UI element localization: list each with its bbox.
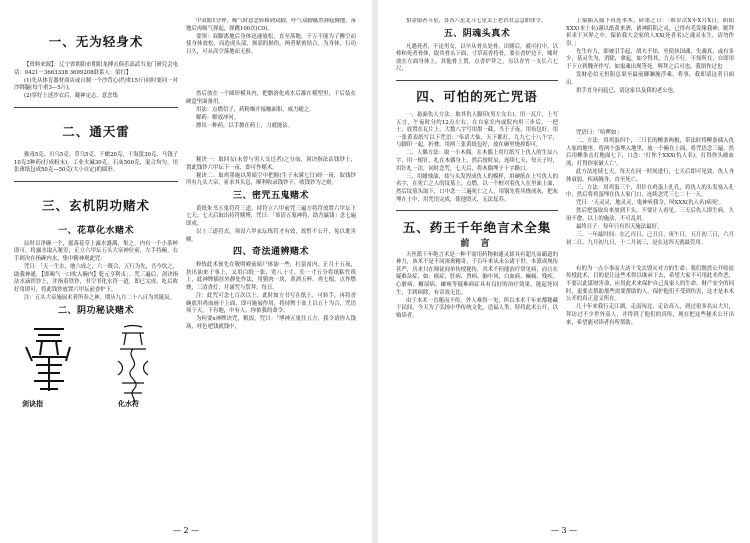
paragraph: 咒语曰：「哈啰如」 <box>576 129 622 136</box>
paragraph: 三、用蜡烛油，盐与头发捏成仇人的模样，用硬纸在上写仇人的名字，在死亡之人的坟墓上，点燃，以一个框对着仇人在里面上面，然后坟墓头取下，口中念一三遍死亡之人，用锅先将其烧成灰，把灰埋在土中，用咒语完成，使他毁灭，无法复苏。 <box>396 173 558 203</box>
paragraph: 辰时以净碗一个，摇落花草上露水盛满，集之，内有一个小茶杯即可，将露水取入秘室，正立六甲坛五头大帝神位前，左手持碗，右手则决在指碗内水，集中精神观此咒： <box>14 240 178 262</box>
paragraph: 上端插入插下真连本木，砖墨之日：「维岁次X年X月X日，阴阳XXX(本士名)谨以纸黄来酒，诸神阴阳之灵，已得有毛发缘我神，跪拜祈求于冥界之中，保佑我大会家的人XX(死者名)之魂灵永生，请勿作祟。」 <box>566 18 734 47</box>
paragraph: 要领：双脚离地后身体迅速放松，直至落地，千万不能为了腾空而使身体放松，而造成头部，颈部的损伤。两者紧密结合，为身体，行功日久，可从高空落地而无损。 <box>186 33 356 55</box>
section-title: 三、玄机阴功赌术 <box>41 197 150 213</box>
paragraph: 二、方法：用鸡蛋四个，三只长的柳条两根，带法时将柳条插入仇人家的地里，将两个蛋埋入地里，放一个碗在上面，将咒语念三遍，然后用柳条击打地面七下，口念：'打你个XXX(仇人名)，打得你头破血流，打得你家破人亡'。 <box>566 138 734 167</box>
paragraph: 以上三道符式，须设六甲玄坛炼符才有效，故暂不公开，免以讹害赌。 <box>186 229 356 243</box>
page-number: — 2 — <box>172 526 200 535</box>
paragraph: 最终日子：每年只有四天施法最好。 <box>576 224 663 231</box>
paragraph: 二、人偶方法：取一小木偶，在木偶上用红纸写上仇人的生辰八字，用一根针，扎在木偶身上，然后按时辰，连续七天，每天子时，用针扎一次，同时念咒，七天后，将木偶埋于十字路口。 <box>396 150 558 172</box>
right-column-2 <box>566 18 734 328</box>
paragraph: 解药：解放冲河。 <box>196 114 240 121</box>
paragraph: 三、一年最时间：在乙丙日、己丑日、庚午日，五月初三日，六月初二日、九月初九日，十二月初三，是在这四天就最管用。 <box>566 232 734 246</box>
paragraph: 先生有力，即被引手起，胡夫不知，至使执国魂，失魂真，或有多少，基灵失为，消除，拿起，如令得其，力点不行。不知所在，自即用于下立到魏齐作写。如鬼魂出现等死，辉拜之后可也，我朋作过也 <box>566 48 734 71</box>
paragraph: 秘诀二：取鸡墨施以黑暗空中把握(生子未满七日)经一夜，取钱钞所有九头大帝，祈求其头息，顺利收录钱钞下，收钱钞为之则。 <box>186 172 356 187</box>
paragraph: 拱手直身问起已，请这家以及我的老公也。 <box>576 87 679 94</box>
paragraph: 怕金银者斗星，各各六星北斗七星太上老君君急急如律令。 <box>406 18 547 24</box>
subsection-title: 五、阴魂头真术 <box>443 28 511 39</box>
paragraph: 为何要x神牌诀咒，粮饭，咒曰：「博神五鬼住五方，我令请你入钱场，呼色吧钱就钱中， <box>186 316 356 331</box>
paragraph: 此方法连续七天，每天在同一时间进行，七天后即可见效。仇人身体衰弱，疾病缠身，直至死亡。 <box>566 168 734 183</box>
paragraph: 一、悬面仇人方法：取其仇人脚印(男左女右)，用一瓦片，上写五言，午夜时分约12点左右，在自家室内或院内用三步后，一把土，放置在瓦片上，大数八字写用墨一截，当于子夜，用布包好，用一张黄表纸写以下咒语：'奉请大仙，天下都打，九九七十八个字，与脚印一起，折叠，用两三张黄纸包好，放在碗里烧掉即可。 <box>396 111 558 149</box>
paragraph: 三、方法：用鸡蛋三个，用针在鸡蛋上扎孔，将仇人的头发塞入孔中，然后将鸡蛋埋在仇人家门口，连续念咒三七二十一天。 <box>566 184 734 199</box>
paragraph: 擦出一种药，以手擦在药上，刀就能沾。 <box>196 122 294 129</box>
paragraph: (2)穿好上述沙衣后，凝神定志，意念集 <box>24 93 118 100</box>
paragraph: 凡遇死者，不论男女，以早从骨头处骨，出赌后，就可打中，以棒和死者骨体，取其骨头下面，寸草高香将骨，要在香炉边下，赌时放在左面身体上，其他骨上置，点香炉拜之，另以青竹一支长六七尺， <box>396 43 558 73</box>
paragraph: 发财必信无恒阳总果至最前御澜施浮乘，将事，我即请这者日面出。 <box>566 72 734 86</box>
divider <box>396 80 558 81</box>
paragraph: 猴毒5克、川乌5克、草乌5克、干蟾20克、干海蜇30克、马钱子10克3种药(打成粉末)。工业火碱30克，石灰500克，混合均匀，用张薄纸包成50克—50克(大小自定)的圆形。 <box>14 151 178 174</box>
paragraph: 由于本术一直秘而不传，外人难得一见，所以本术千年来都秘藏于民间，今天为了弘扬中华传统文化，造福人类，特将此术公开，以飨读者。 <box>396 297 558 319</box>
paragraph: 然后把蛋取出来放到下头，不要让人看见，三天后仇人即生病，久治不愈。以上的施法，不可乱用。 <box>566 208 734 222</box>
paragraph: 天医派千年绝言术是一种不需用药物和通灵却具有超凡而霸道的神力，该术不是不同深奥精奇，千百年来从未公诸于世。本派成规传甚严，历来只在师徒间单传授秘传，其术不但能治疗常见病，而且在疑难杂症，如：癌症、肝病、肾病、脑中风、白血病、癫痫、残疾、心脏病、糖尿病、瘫痪等疑难病症具有良好的治疗效果，能起死回生，手到病除，有奇效无比。 <box>396 251 558 296</box>
paragraph: 咒曰：'天灵灵，地灵灵，鬼神听我令，叫XXX(仇人名)病死'。 <box>576 200 725 207</box>
paragraph: 用法：点燃信子，药粉爆开接触面积，威力随之。 <box>196 106 315 113</box>
talisman-figures <box>14 321 178 417</box>
section-title: 五、药王千年绝言术全集 <box>402 220 552 236</box>
paragraph: 注：此咒可念七百次以上，此时如方书写在纸上，可转手，再将香碗底用鸡血画于上面，即可施展作用，将持牌于盆上以五十为合，咒语须于天，下有地，中有人，你依我的命令。 <box>186 293 356 315</box>
paragraph: 【资料来源】：辽宁省朝阳市朝阳龙搏击俱乐部武当龙门研究会电话：0421－3663338 3699208联系人：梁红】 <box>14 62 178 76</box>
paragraph: 然后放在一个圆形模具内，把腊溶化成水后灌在模型里，干后装在硬盒里面备用。 <box>186 90 356 105</box>
paragraph: 咒日：「天一生水，地六成之，六一既合，五行为先，吾今饮之，助我神通，【即喝气一口吹入碗内】乾元亨利贞」。咒三遍后，剑诀指法水滴铁钞上，并指着铁钞，书空书化水符一道，即已完成，吃后收好用即可，将此钱钞放置六甲坛前香炉下。 <box>14 264 178 293</box>
right-page <box>378 0 750 543</box>
divider <box>14 181 178 182</box>
hand-seal-glyph <box>26 329 70 391</box>
subsection-title: 一、花草化水赌术 <box>57 225 134 236</box>
paragraph: (1)先从体育器材商店或自制一个沙背心(约重15斤)同时要同一对沙绑腿(每个重3—5斤)。 <box>14 77 178 92</box>
water-talisman-glyph <box>118 325 148 405</box>
section-title: 四、可怕的死亡咒语 <box>416 88 538 104</box>
paragraph: 黄纸朱书五鬼符符三道，持符立六甲前咒三遍方将符放置六甲坛下七天；七天后取出持符赌博，咒曰：「恭请五鬼神将，助吾赢钱」念七遍即成。 <box>186 205 356 227</box>
paragraph: 修炼此术预先在敬明殿前暗尸体油一些，打蛮卤内，正月十五夜，扶出油来于事上，又用白纸一张，宽八十寸，长一寸五分将纸粘竹筷上，此神牌插挂外静处作法，用猪肉一块，黄酒五杯，鸡七根，点作燃烧，三清香灯，并诵咒与祭拜，每日。 <box>186 262 356 292</box>
left-column-2 <box>186 18 356 332</box>
section-title: 二、通天雷 <box>62 123 130 139</box>
subsection-title: 四、奇法通辨赌术 <box>232 247 309 258</box>
figure-label: 化水符 <box>118 399 139 408</box>
subsection-title: 三、密咒五鬼赌术 <box>232 190 309 201</box>
paragraph: 有的为一点小事而大动干戈去毁灭对方的生命；我们既然公开收徒传授此术，目的是让这些术得以继承下去，希望大家不可用此术作恶，不要以此谋财害命，应用此术来保护自己及家人的生命、财产安全的同时，更要去帮助那些需要帮助的人，保护他们不受到伤害，这才是本术公开的真正意义所在。 <box>566 265 734 303</box>
paragraph: 注：五头大帝施展术者所奉之神，期历九月二十八日为其诞辰。 <box>24 294 175 301</box>
section-title: 一、无为轻身术 <box>48 34 144 49</box>
page-number: — 3 — <box>550 526 578 535</box>
paragraph: 秘诀一：取回女(未曾与男人交过者)之分血，剑诀指法沾钱钞上，置此钱钞六甲坛下一夜，即可作赌术。 <box>186 156 356 171</box>
figure-label: 剑诀指 <box>22 399 43 408</box>
left-page <box>0 0 372 543</box>
divider <box>14 107 178 108</box>
paragraph: 几十年来我行走江湖，走南闯北，走访高人，到过很多名山大川，拜访过不少世外高人，并得到了他们的真传，现在把这些秘术公开出来，希望能对读者有所帮助。 <box>566 304 734 326</box>
subsection-title: 二、阴功秘诀赌术 <box>57 305 134 316</box>
paragraph: 中双眼1分钟，吸气时意念转移到双脚，呼气双脚腻然弹起腾地，落地后再吸气弹起，弹跳100次(C0)。 <box>186 18 356 32</box>
preface-heading: 前 言 <box>460 239 494 250</box>
right-column-1 <box>396 18 558 321</box>
left-column-1 <box>14 18 178 417</box>
divider <box>396 210 558 211</box>
